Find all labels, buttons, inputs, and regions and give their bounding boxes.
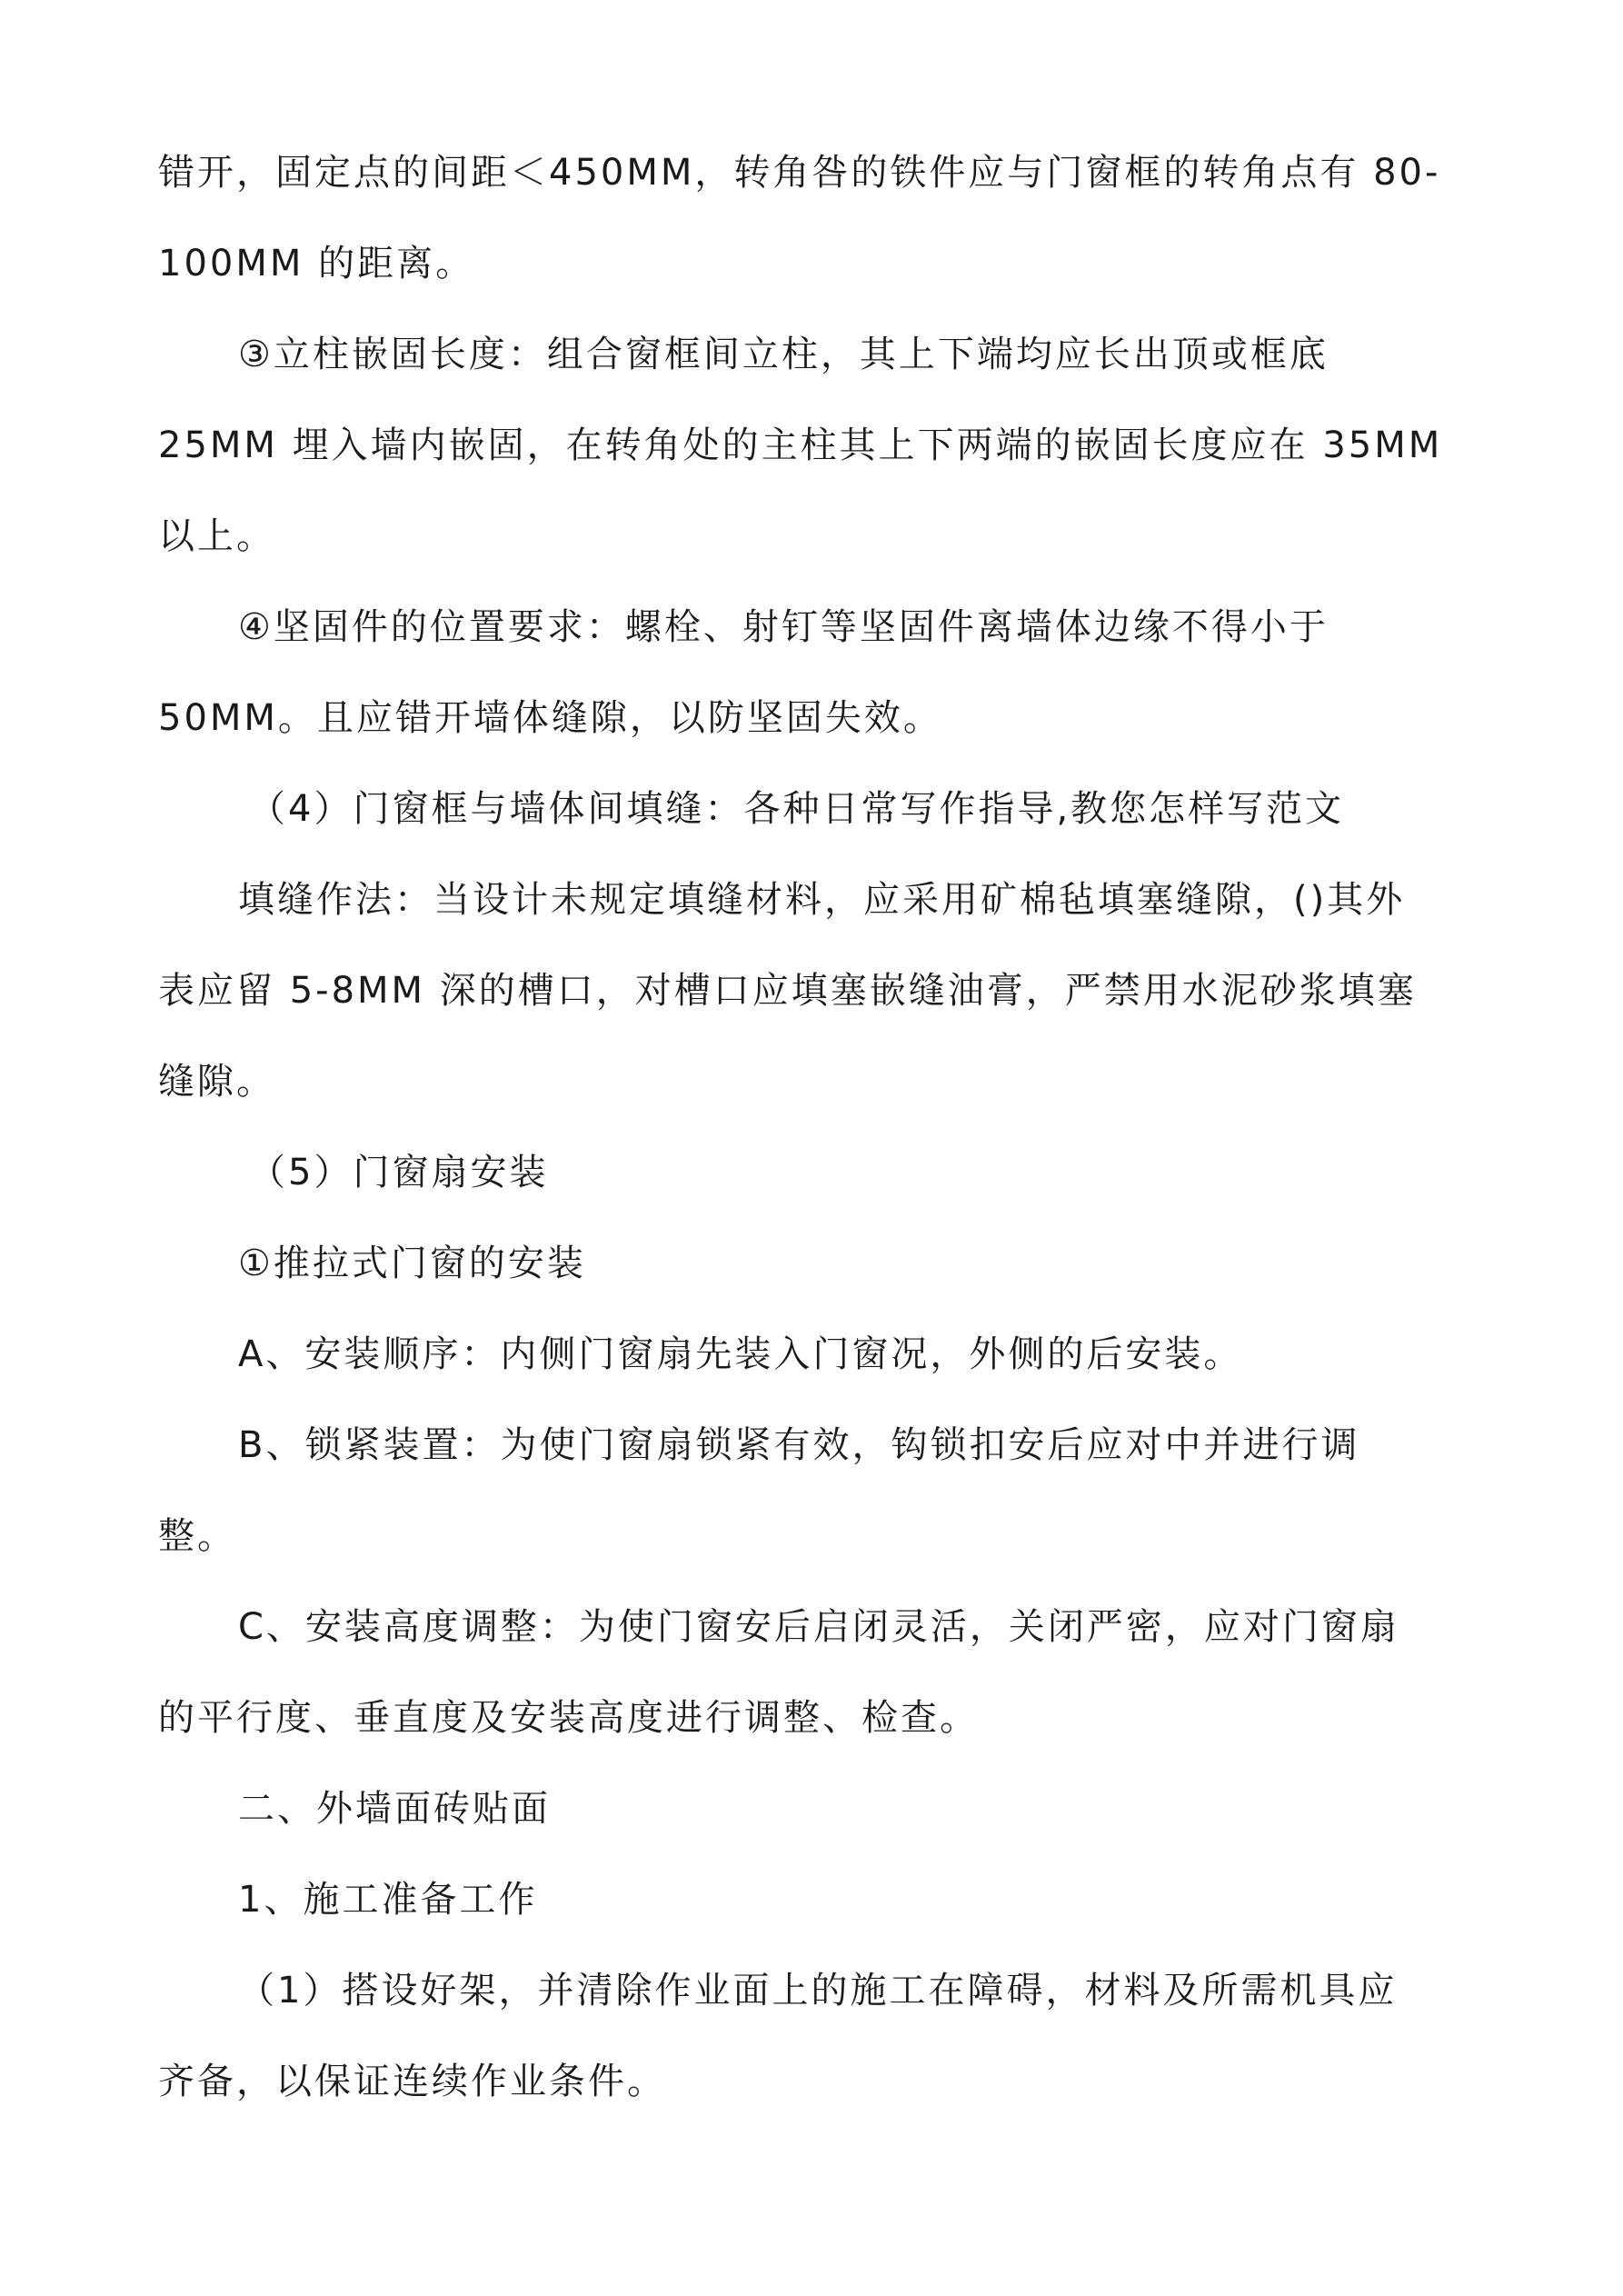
body-text — [158, 127, 1485, 2127]
text-line: B、锁紧装置：为使门窗扇锁紧有效，钩锁扣安后应对中并进行调 — [238, 1424, 1360, 1466]
text-line: ①推拉式门窗的安装 — [238, 1243, 586, 1284]
text-line: （1）搭设好架，并清除作业面上的施工在障碍，材料及所需机具应 — [238, 1970, 1398, 2011]
text-line: 填缝作法：当设计未规定填缝材料，应采用矿棉毡填塞缝隙，()其外 — [238, 879, 1406, 921]
text-line: 整。 — [158, 1515, 236, 1557]
text-line: C、安装高度调整：为使门窗安后启闭灵活，关闭严密，应对门窗扇 — [238, 1606, 1399, 1648]
text-line: 50MM。且应错开墙体缝隙，以防坚固失效。 — [158, 697, 942, 739]
text-line: ③立柱嵌固长度：组合窗框间立柱，其上下端均应长出顶或框底 — [238, 334, 1329, 375]
text-line: A、安装顺序：内侧门窗扇先装入门窗况，外侧的后安装。 — [238, 1333, 1243, 1375]
text-line: ④坚固件的位置要求：螺栓、射钉等坚固件离墙体边缘不得小于 — [238, 606, 1329, 648]
text-line: 以上。 — [158, 515, 275, 557]
text-line: 25MM 埋入墙内嵌固，在转角处的主柱其上下两端的嵌固长度应在 35MM — [158, 424, 1443, 466]
text-line: 二、外墙面砖贴面 — [238, 1788, 551, 1830]
text-line: 齐备，以保证连续作业条件。 — [158, 2061, 666, 2102]
text-line: 表应留 5-8MM 深的槽口，对槽口应填塞嵌缝油膏，严禁用水泥砂浆填塞 — [158, 970, 1417, 1012]
text-line: 缝隙。 — [158, 1061, 275, 1103]
text-line: （5）门窗扇安装 — [249, 1152, 549, 1193]
text-line: 1、施工准备工作 — [238, 1879, 538, 1921]
text-line: 100MM 的距离。 — [158, 243, 475, 285]
text-line: 的平行度、垂直度及安装高度进行调整、检查。 — [158, 1697, 979, 1739]
text-line: （4）门窗框与墙体间填缝：各种日常写作指导,教您怎样写范文 — [249, 788, 1345, 830]
text-line: 错开，固定点的间距＜450MM，转角咎的铁件应与门窗框的转角点有 80- — [158, 152, 1441, 194]
